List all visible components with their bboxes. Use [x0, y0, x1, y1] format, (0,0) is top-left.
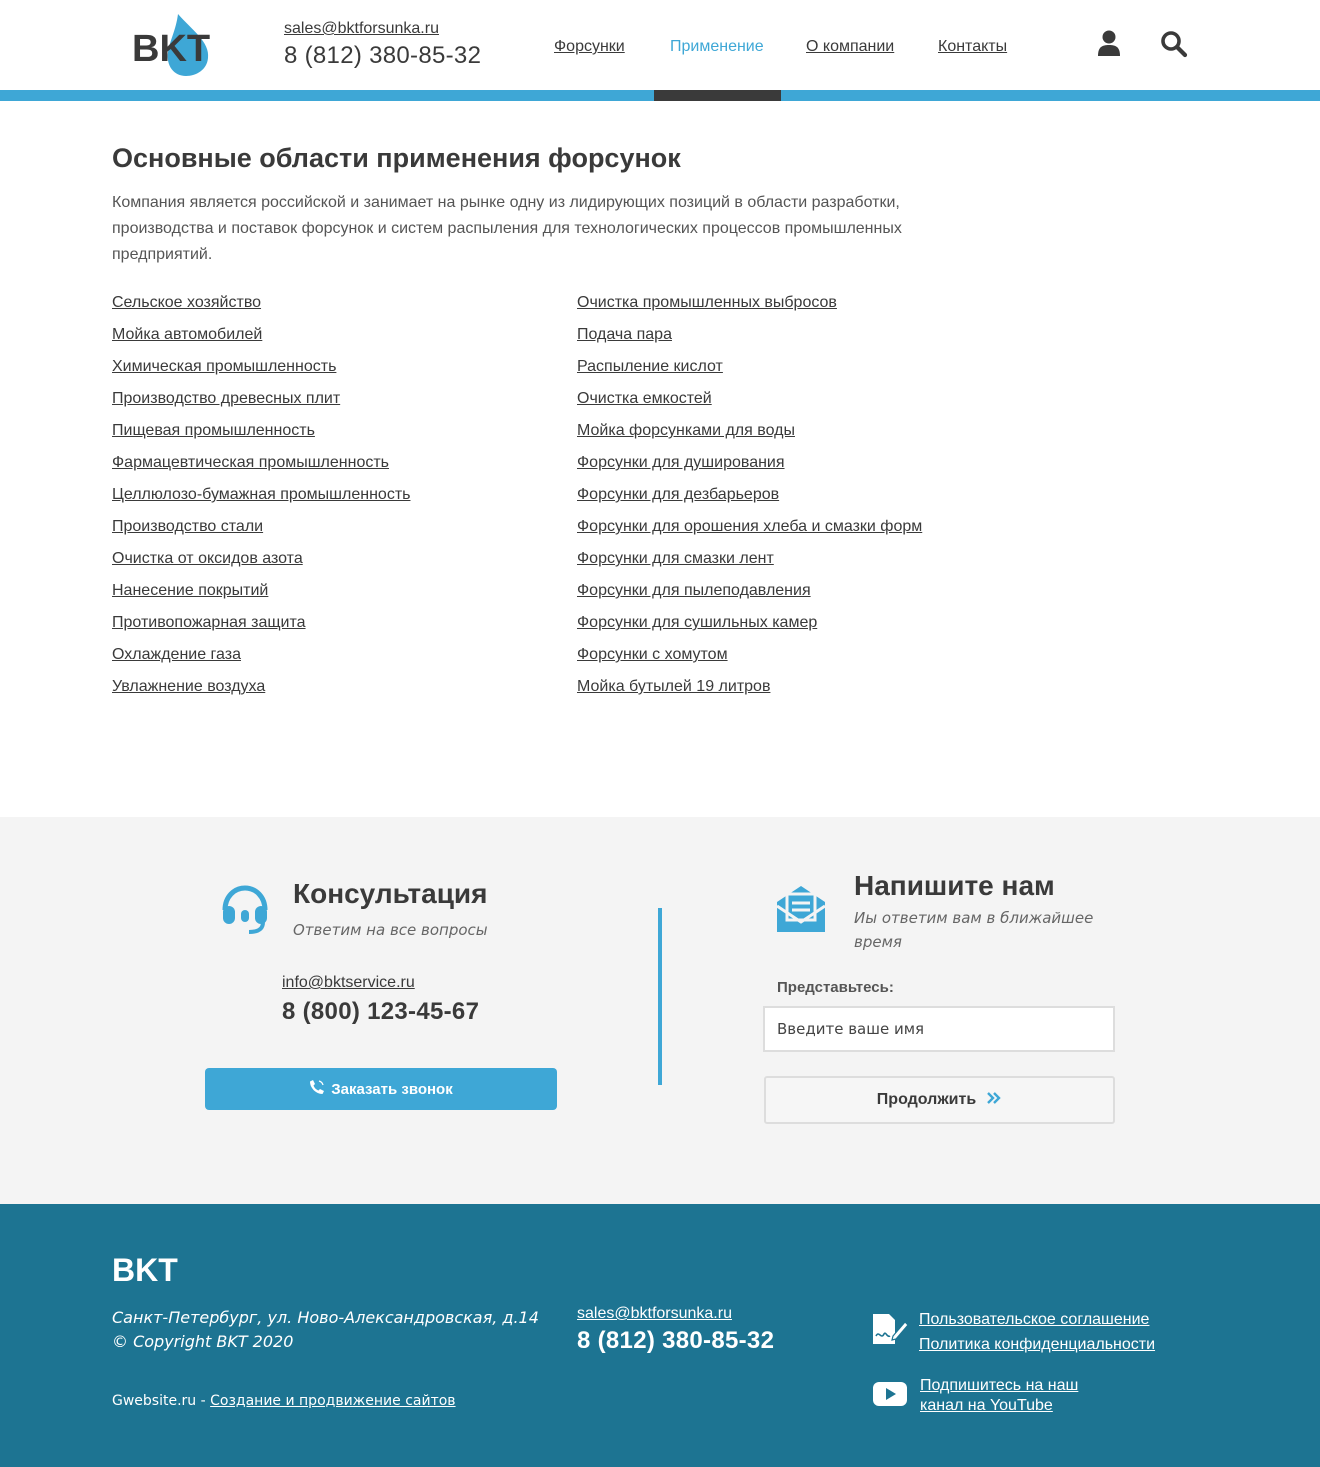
write-us-title: Напишите нам: [854, 870, 1055, 901]
nav-item-kontakty[interactable]: Контакты: [938, 38, 1008, 55]
envelope-icon: [775, 882, 827, 934]
name-input[interactable]: [763, 1006, 1115, 1052]
application-link[interactable]: Пищевая промышленность: [112, 422, 315, 439]
write-us-subtitle: Иы ответим вам в ближайшее время: [854, 909, 1094, 951]
application-link[interactable]: Противопожарная защита: [112, 614, 306, 631]
footer-email-link[interactable]: sales@bktforsunka.ru: [577, 1305, 732, 1322]
application-link[interactable]: Мойка автомобилей: [112, 326, 263, 343]
application-link[interactable]: Нанесение покрытий: [112, 582, 269, 599]
consult-email-link[interactable]: info@bktservice.ru: [282, 974, 415, 991]
headset-icon: [219, 884, 271, 936]
application-link[interactable]: Мойка бутылей 19 литров: [577, 678, 771, 695]
section-divider: [658, 908, 662, 1085]
application-link[interactable]: Подача пара: [577, 326, 672, 343]
footer-legal-links: [919, 1307, 1155, 1357]
order-call-label: Заказать звонок: [331, 1080, 453, 1098]
header-phone[interactable]: 8 (812) 380-85-32: [284, 42, 482, 69]
application-link[interactable]: Очистка от оксидов азота: [112, 550, 303, 567]
application-link[interactable]: Форсунки для сушильных камер: [577, 614, 818, 631]
nav-item-forsunki[interactable]: Форсунки: [554, 38, 625, 55]
application-link[interactable]: Форсунки для пылеподавления: [577, 582, 811, 599]
active-nav-indicator: [654, 90, 781, 101]
user-icon[interactable]: [1097, 30, 1123, 60]
application-link[interactable]: Химическая промышленность: [112, 358, 337, 375]
developer-link[interactable]: Создание и продвижение сайтов: [210, 1393, 456, 1409]
application-link[interactable]: Фармацевтическая промышленность: [112, 454, 390, 471]
application-link[interactable]: Охлаждение газа: [112, 646, 241, 663]
application-link[interactable]: Производство древесных плит: [112, 390, 341, 407]
application-link[interactable]: Форсунки для душирования: [577, 454, 785, 471]
privacy-policy-link[interactable]: Политика конфиденциальности: [919, 1336, 1156, 1353]
youtube-subscribe-link[interactable]: Подпишитесь на наш канал на YouTube: [920, 1377, 1079, 1414]
site-header: [0, 0, 1320, 90]
application-link[interactable]: Форсунки для орошения хлеба и смазки форм: [577, 518, 923, 535]
nav-item-o-kompanii[interactable]: О компании: [806, 38, 895, 55]
footer-address: Санкт-Петербург, ул. Ново-Александровская, д.14: [112, 1308, 539, 1327]
application-link[interactable]: Сельское хозяйство: [112, 294, 262, 311]
continue-label: Продолжить: [876, 1091, 977, 1108]
developer-prefix: Gwebsite.ru -: [112, 1393, 211, 1409]
footer-logo[interactable]: BKT: [112, 1252, 178, 1288]
application-link[interactable]: Форсунки для смазки лент: [577, 550, 774, 567]
bkt-logo[interactable]: [130, 12, 212, 78]
consult-subtitle: Ответим на все вопросы: [293, 921, 488, 939]
continue-button[interactable]: [764, 1076, 1115, 1124]
page-title: Основные области применения форсунок: [112, 143, 681, 173]
application-link[interactable]: Форсунки для дезбарьеров: [577, 486, 780, 503]
user-agreement-link[interactable]: Пользовательское соглашение: [919, 1311, 1150, 1328]
svg-text:BKT: BKT: [132, 28, 211, 70]
youtube-icon[interactable]: [872, 1381, 908, 1407]
applications-list-right: [577, 292, 922, 708]
header-email-link[interactable]: sales@bktforsunka.ru: [284, 20, 439, 37]
consult-title: Консультация: [293, 878, 488, 909]
application-link[interactable]: Очистка промышленных выбросов: [577, 294, 837, 311]
application-link[interactable]: Увлажнение воздуха: [112, 678, 266, 695]
footer-address-block: [112, 1306, 539, 1354]
search-icon[interactable]: [1160, 30, 1186, 60]
document-signature-icon: [871, 1312, 909, 1346]
application-link[interactable]: Форсунки с хомутом: [577, 646, 728, 663]
footer-copyright: © Copyright BKT 2020: [112, 1332, 294, 1351]
header-contacts: [284, 20, 481, 70]
application-link[interactable]: Производство стали: [112, 518, 264, 535]
footer-developer: [112, 1393, 456, 1409]
application-link[interactable]: Очистка емкостей: [577, 390, 712, 407]
double-chevron-right-icon: [986, 1091, 1002, 1110]
header-accent-bar: [0, 90, 1320, 101]
name-field-label: Представьтесь:: [777, 979, 894, 996]
site-footer: [0, 1204, 1320, 1467]
nav-item-primenenie[interactable]: Применение: [670, 38, 764, 55]
consult-phone[interactable]: 8 (800) 123-45-67: [282, 998, 480, 1025]
application-link[interactable]: Целлюлозо-бумажная промышленность: [112, 486, 411, 503]
order-call-button[interactable]: [205, 1068, 557, 1110]
application-link[interactable]: Распыление кислот: [577, 358, 723, 375]
intro-text: Компания является российской и занимает на рынке одну из лидирующих позиций в области разработки, производства и поставок форсунок и систем распыления для технологических процессов промышленных предприятий.: [112, 194, 902, 263]
application-link[interactable]: Мойка форсунками для воды: [577, 422, 795, 439]
footer-phone[interactable]: 8 (812) 380-85-32: [577, 1327, 775, 1354]
applications-list-left: [112, 292, 410, 708]
phone-icon: [309, 1079, 325, 1099]
